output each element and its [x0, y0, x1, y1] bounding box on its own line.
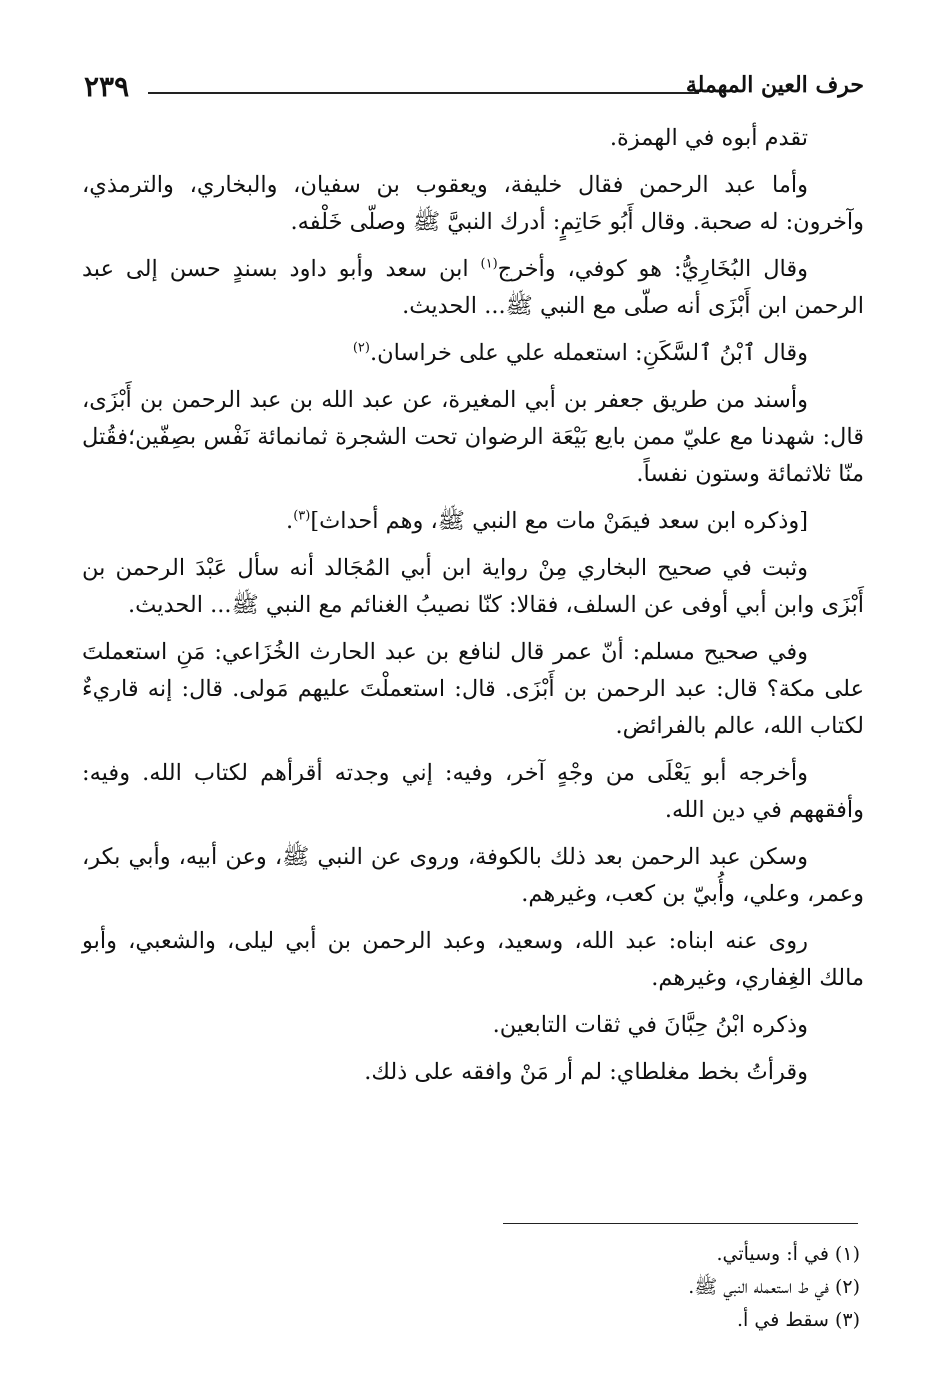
paragraph: [82, 335, 864, 372]
paragraph: وسكن عبد الرحمن بعد ذلك بالكوفة، وروى عن النبي ﷺ، وعن أبيه، وأبي بكر، وعمر، وعلي، وأُبيّ بن كعب، وغيرهم.: [82, 844, 864, 907]
end-dot: .: [286, 508, 294, 534]
header-rule: [148, 92, 699, 94]
page-header: [84, 72, 864, 112]
footnote: (٢) في ط استعمله النبي ﷺ.: [688, 1276, 860, 1298]
paragraph-text: ابن سعد وأبو داود بسندٍ حسن إلى عبد الرحمن ابن أَبْزَى أنه صلّى مع النبي ﷺ... الحديث.: [82, 256, 864, 319]
paragraph-text: [وذكره ابن سعد فيمَنْ مات مع النبي ﷺ، وهم أحداث]: [310, 508, 808, 534]
page-number: ٢٣٩: [84, 70, 130, 103]
page-title: حرف العين المهملة: [685, 72, 864, 98]
paragraph: وأسند من طريق جعفر بن أبي المغيرة، عن عبد الله بن عبد الرحمن بن أَبْزَى، قال: شهدنا مع عليّ ممن بايع بَيْعَة الرضوان تحت الشجرة ثمانمائة نَفْس بصِفّين؛فقُتل منّا ثلاثمائة وستون نفساً.: [82, 387, 864, 487]
paragraph: وأما عبد الرحمن فقال خليفة، ويعقوب بن سفيان، والبخاري، والترمذي، وآخرون: له صحبة. وقال أَبُو حَاتِمٍ: أدرك النبيَّ ﷺ وصلّى خَلْفه.: [82, 172, 864, 235]
footnote-ref: (١): [480, 256, 498, 272]
paragraph: روى عنه ابناه: عبد الله، وسعيد، وعبد الرحمن بن أبي ليلى، والشعبي، وأبو مالك الغِفاري، وغيرهم.: [82, 928, 864, 991]
paragraph: [82, 251, 864, 325]
paragraph: وفي صحيح مسلم: أنّ عمر قال لنافع بن عبد الحارث الخُزَاعي: مَنِ استعملتَ على مكة؟ قال: عبد الرحمن بن أَبْزَى. قال: استعملْتَ عليهم مَولى. قال: إنه قاريءٌ لكتاب الله، عالم بالفرائض.: [82, 639, 864, 739]
paragraph: [82, 503, 864, 540]
paragraph: وقرأتُ بخط مغلطاي: لم أر مَنْ وافقه على ذلك.: [364, 1059, 808, 1085]
footnote: (٣) سقط في أ.: [737, 1309, 860, 1331]
paragraph: وأخرجه أبو يَعْلَى من وجْهٍ آخر، وفيه: إني وجدته أقرأهم لكتاب الله. وفيه: وأفقههم في دين الله.: [82, 760, 864, 823]
main-text: [82, 120, 864, 1101]
footnote-ref: (٣): [293, 508, 311, 524]
paragraph-text: استعمله علي على خراسان.: [369, 340, 628, 366]
footnote-ref: (٢): [352, 340, 370, 356]
paragraph: وثبت في صحيح البخاري مِنْ رواية ابن أبي المُجَالد أنه سأل عَبْدَ الرحمن بن أَبْزَى وابن أبي أوفى عن السلف، فقالا: كنّا نصيبُ الغنائم مع النبي ﷺ... الحديث.: [82, 555, 864, 618]
footnote: (١) في أ: وسيأتي.: [716, 1243, 860, 1265]
paragraph-lead: وقال البُخَارِيُّ: هو كوفي، وأخرج: [497, 256, 809, 282]
paragraph: وذكره ابْنُ حِبَّانَ في ثقات التابعين.: [492, 1012, 808, 1038]
paragraph-lead: وقال ٱبْنُ ٱلسَّكَنِ:: [635, 340, 808, 366]
footnote-rule: [503, 1223, 858, 1224]
paragraph: تقدم أبوه في الهمزة.: [609, 125, 808, 151]
footnotes: [460, 1238, 860, 1337]
